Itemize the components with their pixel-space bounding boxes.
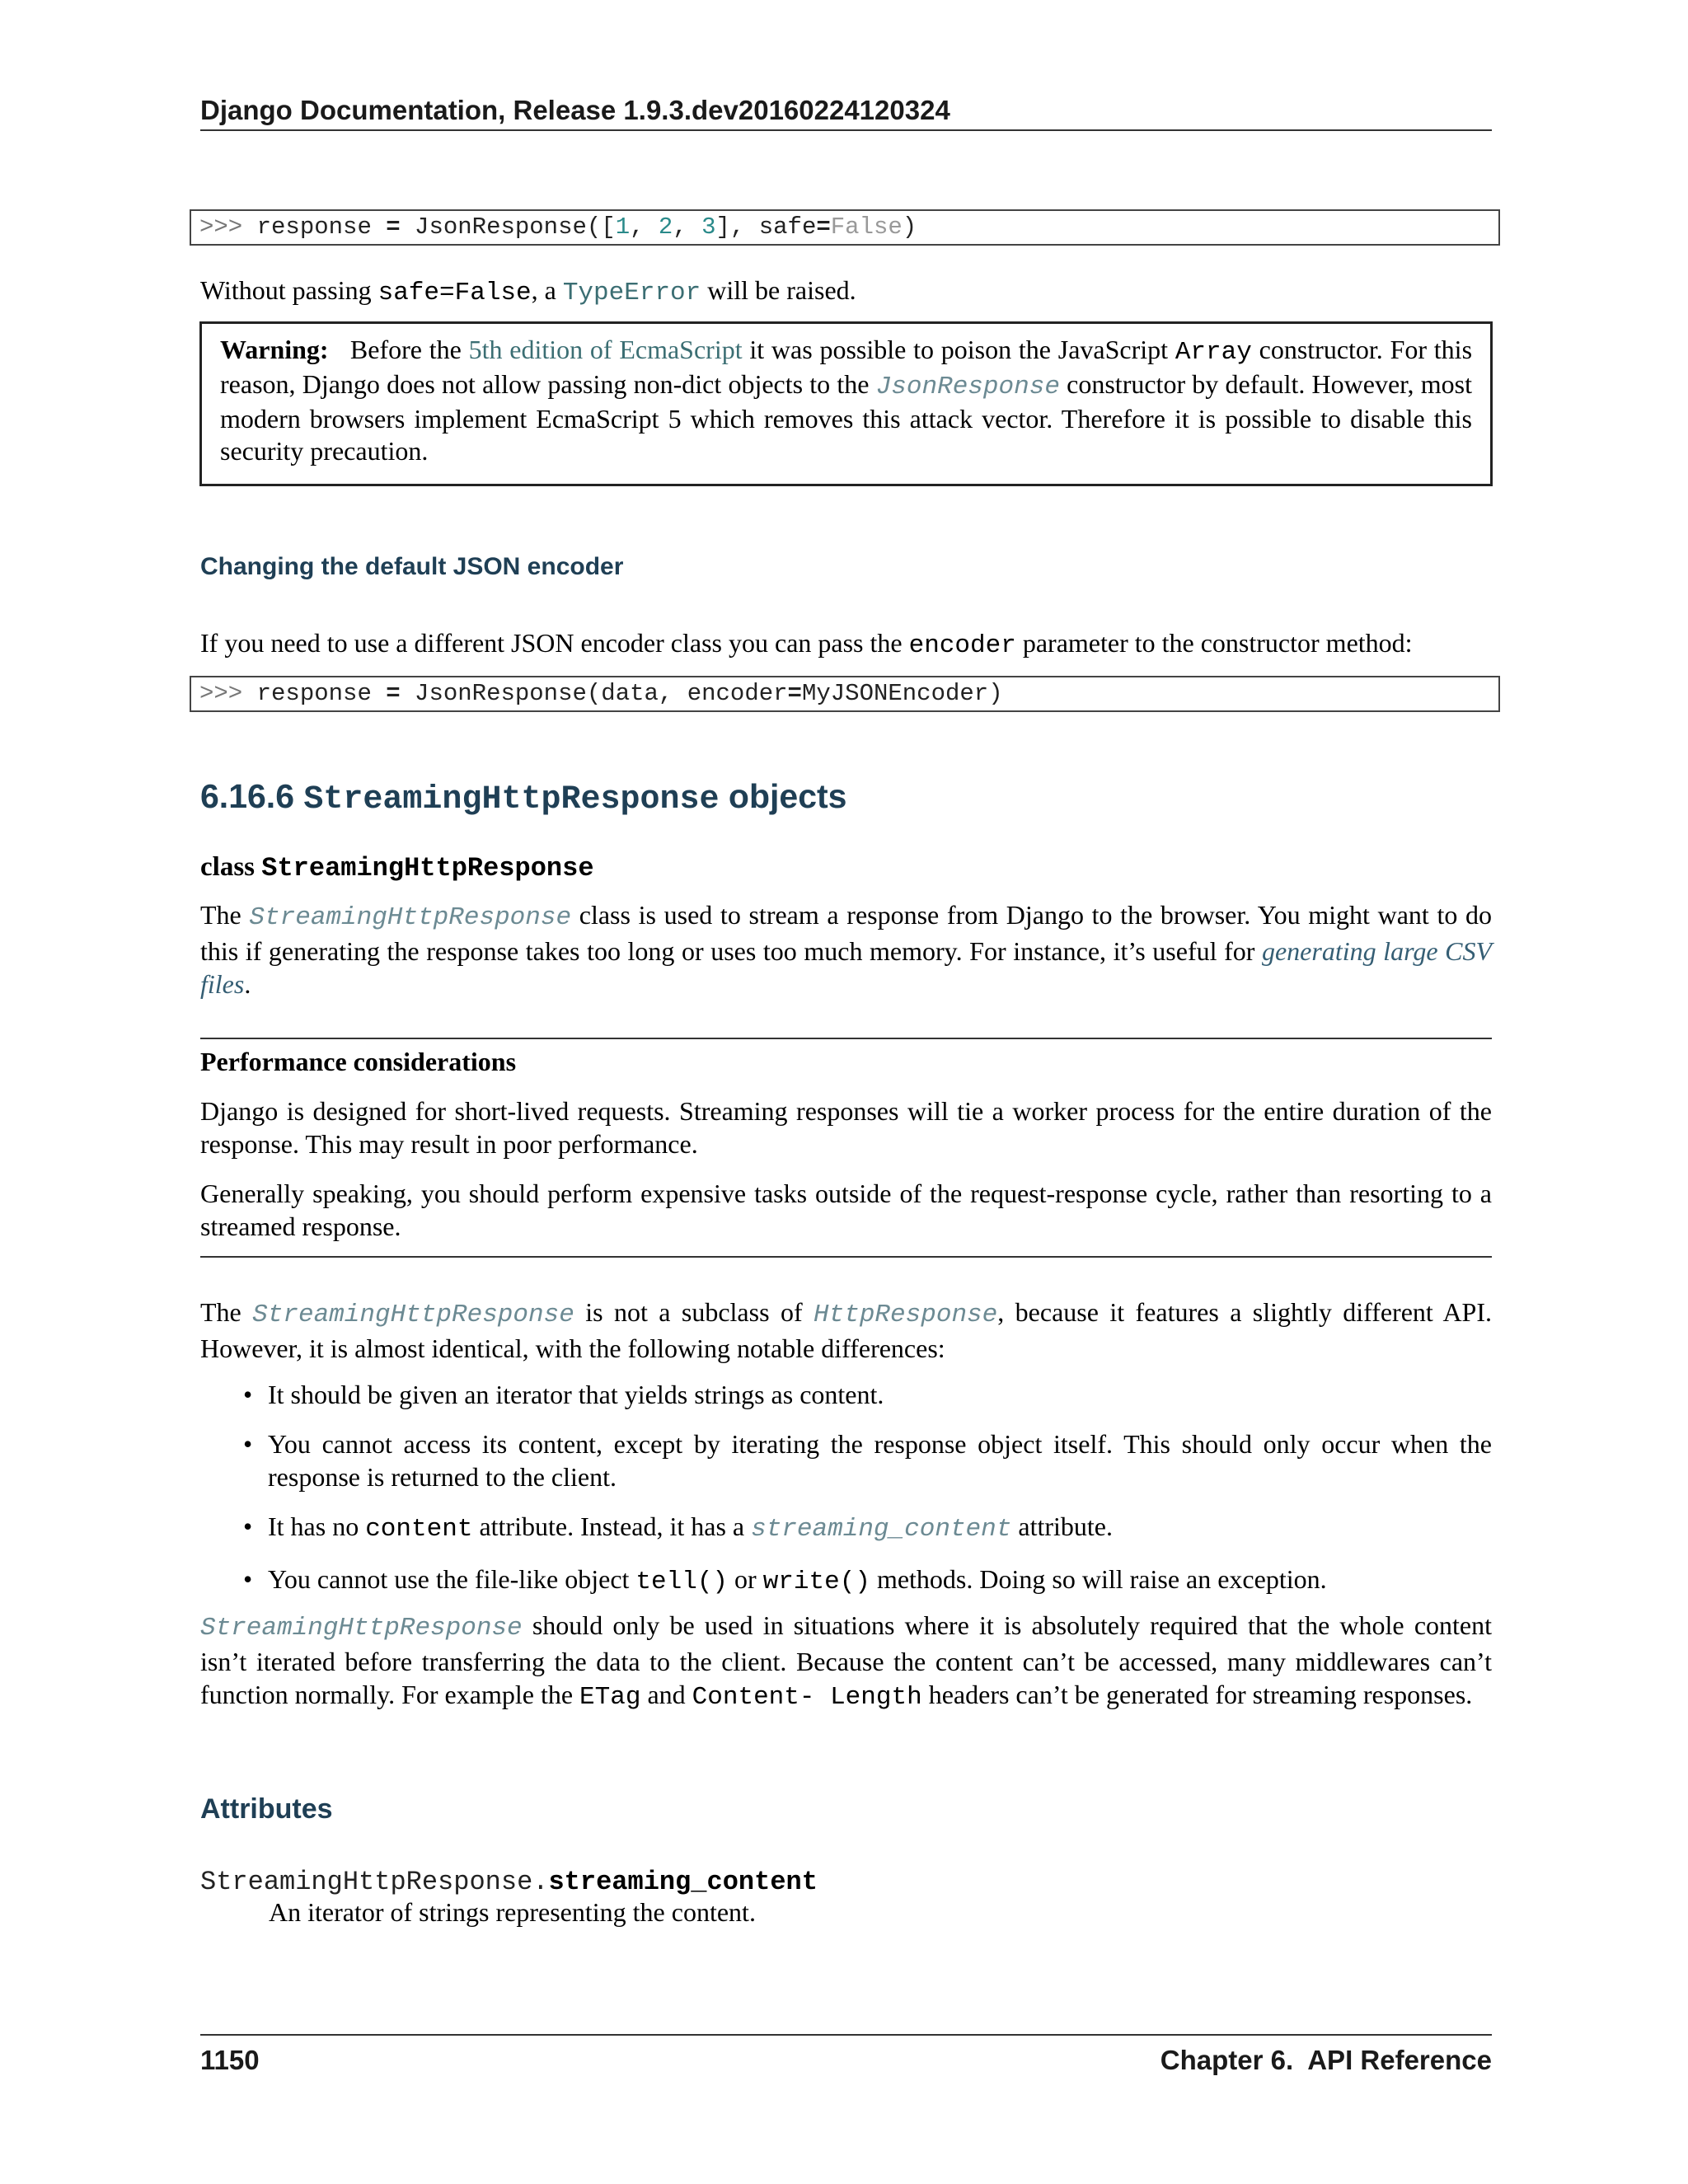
typeerror-link[interactable]: TypeError <box>562 279 701 307</box>
code-block-safe-false: >>> response = JsonResponse([1, 2, 3], safe=False) <box>190 209 1500 246</box>
page-number: 1150 <box>200 2045 260 2075</box>
streaminghttpresponse-link[interactable]: StreamingHttpResponse <box>200 1614 523 1643</box>
code-block-encoder: >>> response = JsonResponse(data, encoder=MyJSONEncoder) <box>190 676 1500 712</box>
attribute-name: streaming_content <box>548 1867 818 1897</box>
topic-bottom-rule <box>200 1256 1492 1258</box>
write-code: write() <box>762 1568 870 1596</box>
code-prompt: >>> <box>199 213 243 241</box>
chapter-title: Chapter 6. API Reference <box>1160 2045 1492 2075</box>
section-code: StreamingHttpResponse <box>303 781 720 818</box>
list-item: • You cannot use the file-like object tell() or write() methods. Doing so will raise an exception. <box>243 1564 1327 1596</box>
list-item: • You cannot access its content, except by iterating the response object itself. This should only occur when the response is returned to the client. <box>243 1429 1492 1492</box>
encoder-code: encoder <box>908 631 1016 660</box>
running-header <box>200 92 1492 129</box>
streaming-content-link[interactable]: streaming_content <box>751 1515 1012 1544</box>
section-number: 6.16.6 <box>200 777 294 815</box>
list-item: • It has no content attribute. Instead, it has a streaming_content attribute. <box>243 1511 1113 1544</box>
attribute-signature <box>200 1863 1492 1900</box>
etag-code: ETag <box>579 1683 641 1712</box>
class-name: StreamingHttpResponse <box>261 853 594 883</box>
warning-box: Warning: Before the 5th edition of EcmaScript it was possible to poison the JavaScript Array constructor. For this reason, Django does not allow passing non-dict objects to the JsonResponse constructor by default. However, most modern browsers implement EcmaScript 5 which removes this attack vector. Therefore it is possible to disable this security precaution. <box>199 321 1493 486</box>
attribute-class: StreamingHttpResponse. <box>200 1867 549 1897</box>
httpresponse-link[interactable]: HttpResponse <box>814 1301 998 1329</box>
header-rule <box>200 129 1492 131</box>
topic-title: Performance considerations <box>200 1047 517 1076</box>
csv-files-link[interactable]: generating large CSV files <box>200 936 1493 999</box>
encoder-paragraph: If you need to use a different JSON encoder class you can pass the encoder parameter to the constructor method: <box>200 628 1413 660</box>
differences-paragraph: The StreamingHttpResponse is not a subclass of HttpResponse, because it features a slightly different API. However, it is almost identical, with the following notable differences: <box>200 1297 1493 1363</box>
section-heading <box>200 775 1492 822</box>
ecmascript-link[interactable]: 5th edition of EcmaScript <box>468 335 743 364</box>
header-title: Django Documentation, Release 1.9.3.dev20160224120324 <box>200 95 950 125</box>
attribute-description: An iterator of strings representing the content. <box>269 1897 756 1927</box>
topic-top-rule <box>200 1038 1492 1039</box>
list-item: • It should be given an iterator that yields strings as content. <box>243 1380 884 1409</box>
content-code: content <box>365 1515 473 1544</box>
code-prompt: >>> <box>199 680 243 707</box>
usage-paragraph: StreamingHttpResponse should only be used in situations where it is absolutely required that the whole content isn’t iterated before transferring the data to the client. Because the content can’t be accessed, many middlewares can’t function normally. For example the ETag and Content- Length headers can’t be generated for streaming responses. <box>200 1610 1492 1712</box>
content-length-code: Content- Length <box>692 1683 922 1712</box>
streaminghttpresponse-link[interactable]: StreamingHttpResponse <box>249 903 572 932</box>
streaminghttpresponse-link[interactable]: StreamingHttpResponse <box>252 1301 574 1329</box>
footer-rule <box>200 2034 1492 2036</box>
tell-code: tell() <box>635 1568 729 1596</box>
encoder-heading: Changing the default JSON encoder <box>200 553 624 580</box>
attributes-heading: Attributes <box>200 1793 333 1825</box>
array-code: Array <box>1175 338 1252 367</box>
footer <box>200 2042 1492 2079</box>
section-word: objects <box>728 777 847 815</box>
differences-list <box>200 1378 1492 1599</box>
topic-box <box>200 1045 1492 1243</box>
class-keyword: class <box>200 852 255 882</box>
safe-false-code: safe=False <box>377 279 532 307</box>
safe-note-paragraph: Without passing safe=False, a TypeError will be raised. <box>200 275 856 307</box>
topic-paragraph-1: Django is designed for short-lived requests. Streaming responses will tie a worker process for the entire duration of the response. This may result in poor performance. <box>200 1096 1492 1159</box>
intro-paragraph: The StreamingHttpResponse class is used to stream a response from Django to the browser. You might want to do this if generating the response takes too long or uses too much memory. For instance, it’s useful for generating large CSV files. <box>200 900 1493 999</box>
jsonresponse-link[interactable]: JsonResponse <box>875 373 1060 401</box>
topic-paragraph-2: Generally speaking, you should perform expensive tasks outside of the request-response cycle, rather than resorting to a streamed response. <box>200 1179 1492 1241</box>
warning-label: Warning: <box>220 335 329 364</box>
class-signature <box>200 849 1492 887</box>
